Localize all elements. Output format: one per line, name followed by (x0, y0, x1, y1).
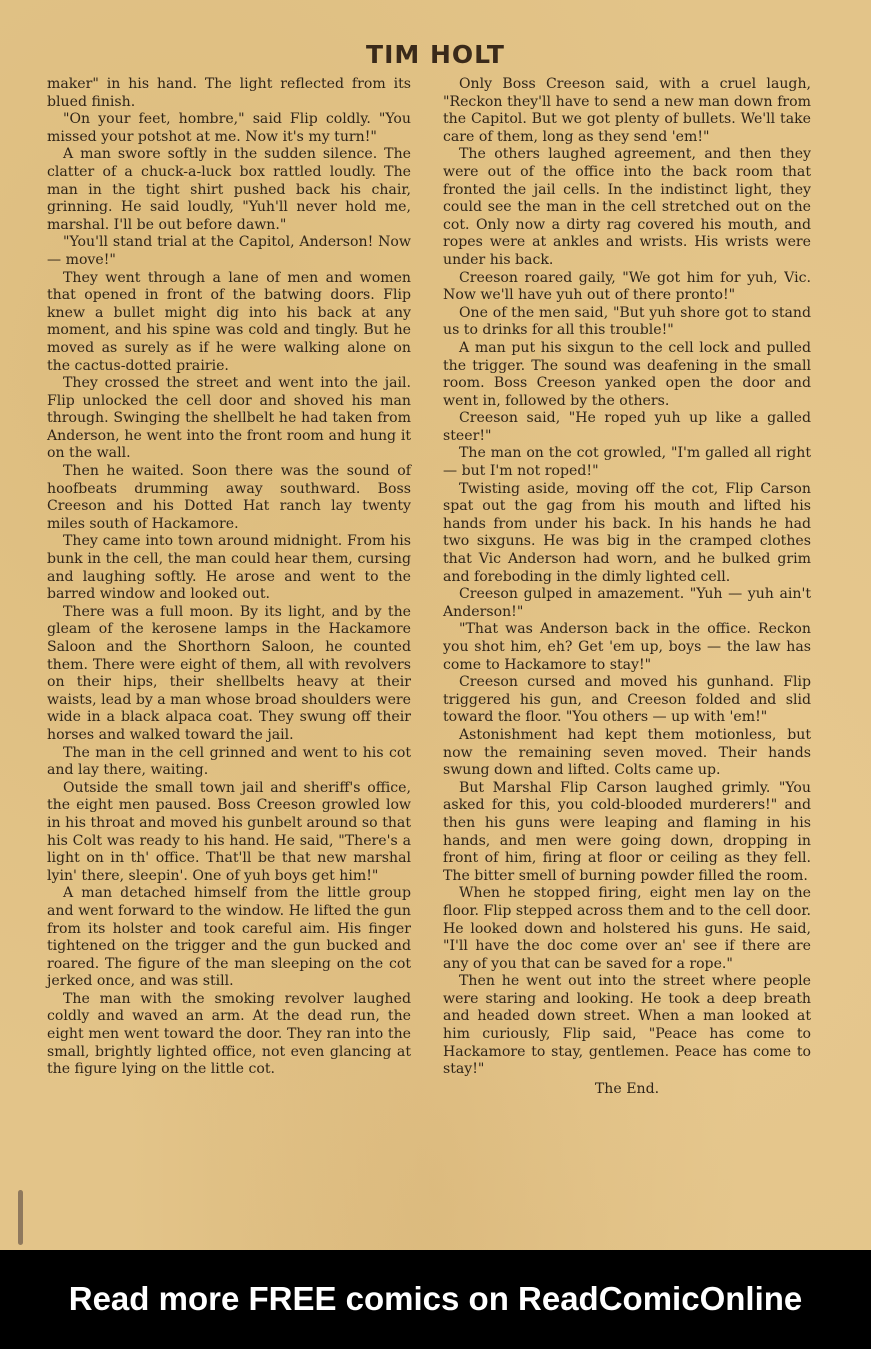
paragraph: A man detached himself from the little group and went forward to the window. He lifted the gun from its holster and took careful aim. His finger tightened on the trigger and the gun bucked and roared. The figure of the man sleeping on the cot jerked once, and was still. (47, 885, 411, 990)
paragraph: There was a full moon. By its light, and by the gleam of the kerosene lamps in the Hackamore Saloon and the Shorthorn Saloon, he counted them. There were eight of them, all with revolvers on their hips, their shellbelts heavy at their waists, lead by a man whose broad shoulders were wide in a black alpaca coat. They swung off their horses and walked toward the jail. (47, 603, 411, 743)
promo-banner-text[interactable]: Read more FREE comics on ReadComicOnline (68, 1279, 803, 1317)
paragraph: "You'll stand trial at the Capitol, Anderson! Now — move!" (47, 234, 411, 268)
paragraph: When he stopped firing, eight men lay on the floor. Flip stepped across them and to the cell door. He looked down and holstered his guns. He said, "I'll have the doc come over an' see if there are any of you that can be saved for a rope." (443, 885, 811, 972)
paragraph: They came into town around midnight. From his bunk in the cell, the man could hear them, cursing and laughing softly. He arose and went to the barred window and looked out. (47, 533, 411, 603)
paragraph: The man in the cell grinned and went to his cot and lay there, waiting. (47, 744, 411, 779)
paragraph: A man swore softly in the sudden silence. The clatter of a chuck-a-luck box rattled loudly. The man in the tight shirt pushed back his chair, grinning. He said loudly, "Yuh'll never hold me, marshal. I'll be out before dawn." (47, 146, 411, 233)
paragraph: The others laughed agreement, and then they were out of the office into the back room that fronted the jail cells. In the indistinct light, they could see the man in the cell stretched out on the cot. Only now a dirty rag covered his mouth, and ropes were at ankles and wrists. His wrists were under his back. (443, 146, 811, 268)
paragraph: Creeson said, "He roped yuh up like a galled steer!" (443, 410, 811, 444)
paragraph: Astonishment had kept them motionless, but now the remaining seven moved. Their hands swung down and lifted. Colts came up. (443, 726, 811, 779)
end-label: The End. (594, 1080, 660, 1097)
paragraph: maker" in his hand. The light reflected from its blued finish. (47, 76, 411, 110)
paragraph: One of the men said, "But yuh shore got to stand us to drinks for all this trouble!" (443, 304, 811, 339)
paragraph: The man with the smoking revolver laughed coldly and waved an arm. At the dead run, the eight men went toward the door. They ran into the small, brightly lighted office, not even glancing at the figure lying on the little cot. (47, 990, 411, 1078)
paragraph: Then he waited. Soon there was the sound of hoofbeats drumming away southward. Boss Creeson and his Dotted Hat ranch lay twenty miles south of Hackamore. (47, 463, 411, 532)
promo-banner[interactable] (0, 1250, 871, 1349)
paragraph: Creeson roared gaily, "We got him for yuh, Vic. Now we'll have yuh out of there pronto!" (443, 269, 811, 304)
paragraph: The man on the cot growled, "I'm galled all right — but I'm not roped!" (443, 445, 811, 480)
paragraph: They crossed the street and went into the jail. Flip unlocked the cell door and shoved his man through. Swinging the shellbelt he had taken from Anderson, he went into the front room and hung it on the wall. (47, 375, 411, 462)
paragraph: Outside the small town jail and sheriff's office, the eight men paused. Boss Creeson growled low in his throat and moved his gunbelt around so that his Colt was ready to his hand. He said, "There's a light on in th' office. That'll be that new marshal lyin' there, sleepin'. One of yuh boys get him!" (47, 779, 411, 884)
right-text-column (443, 76, 811, 1098)
paragraph: Creeson cursed and moved his gunhand. Flip triggered his gun, and Creeson folded and slid toward the floor. "You others — up with 'em!" (443, 674, 811, 726)
paragraph: Only Boss Creeson said, with a cruel laugh, "Reckon they'll have to send a new man down from the Capitol. But we got plenty of bullets. We'll take care of them, long as they send 'em!" (443, 76, 811, 145)
page-edge-mark (18, 1190, 23, 1245)
paragraph: Twisting aside, moving off the cot, Flip Carson spat out the gag from his mouth and lifted his hands from under his back. In his hands he had two sixguns. He was big in the cramped clothes that Vic Anderson had worn, and he bulked grim and foreboding in the dimly lighted cell. (443, 480, 811, 585)
paragraph: But Marshal Flip Carson laughed grimly. "You asked for this, you cold-blooded murderers!" and then his guns were leaping and flaming in his hands, and men were going down, dropping in front of him, firing at floor or ceiling as they fell. The bitter smell of burning powder filled the room. (443, 779, 811, 884)
paragraph: "On your feet, hombre," said Flip coldly. "You missed your potshot at me. Now it's my turn!" (47, 111, 411, 145)
paragraph: Then he went out into the street where people were staring and looking. He took a deep breath and headed down street. When a man looked at him curiously, Flip said, "Peace has come to Hackamore to stay, gentlemen. Peace has come to stay!" (443, 973, 811, 1078)
paragraph: Creeson gulped in amazement. "Yuh — yuh ain't Anderson!" (443, 586, 811, 620)
paragraph: A man put his sixgun to the cell lock and pulled the trigger. The sound was deafening in the small room. Boss Creeson yanked open the door and went in, followed by the others. (443, 339, 811, 409)
paragraph: They went through a lane of men and women that opened in front of the batwing doors. Flip knew a bullet might dig into his back at any moment, and his spine was cold and tingly. But he moved as surely as if he were walking alone on the cactus-dotted prairie. (47, 269, 411, 374)
page-title: TIM HOLT (366, 40, 505, 69)
left-text-column (47, 76, 411, 1079)
paragraph: "That was Anderson back in the office. Reckon you shot him, eh? Get 'em up, boys — the law has come to Hackamore to stay!" (443, 621, 811, 673)
